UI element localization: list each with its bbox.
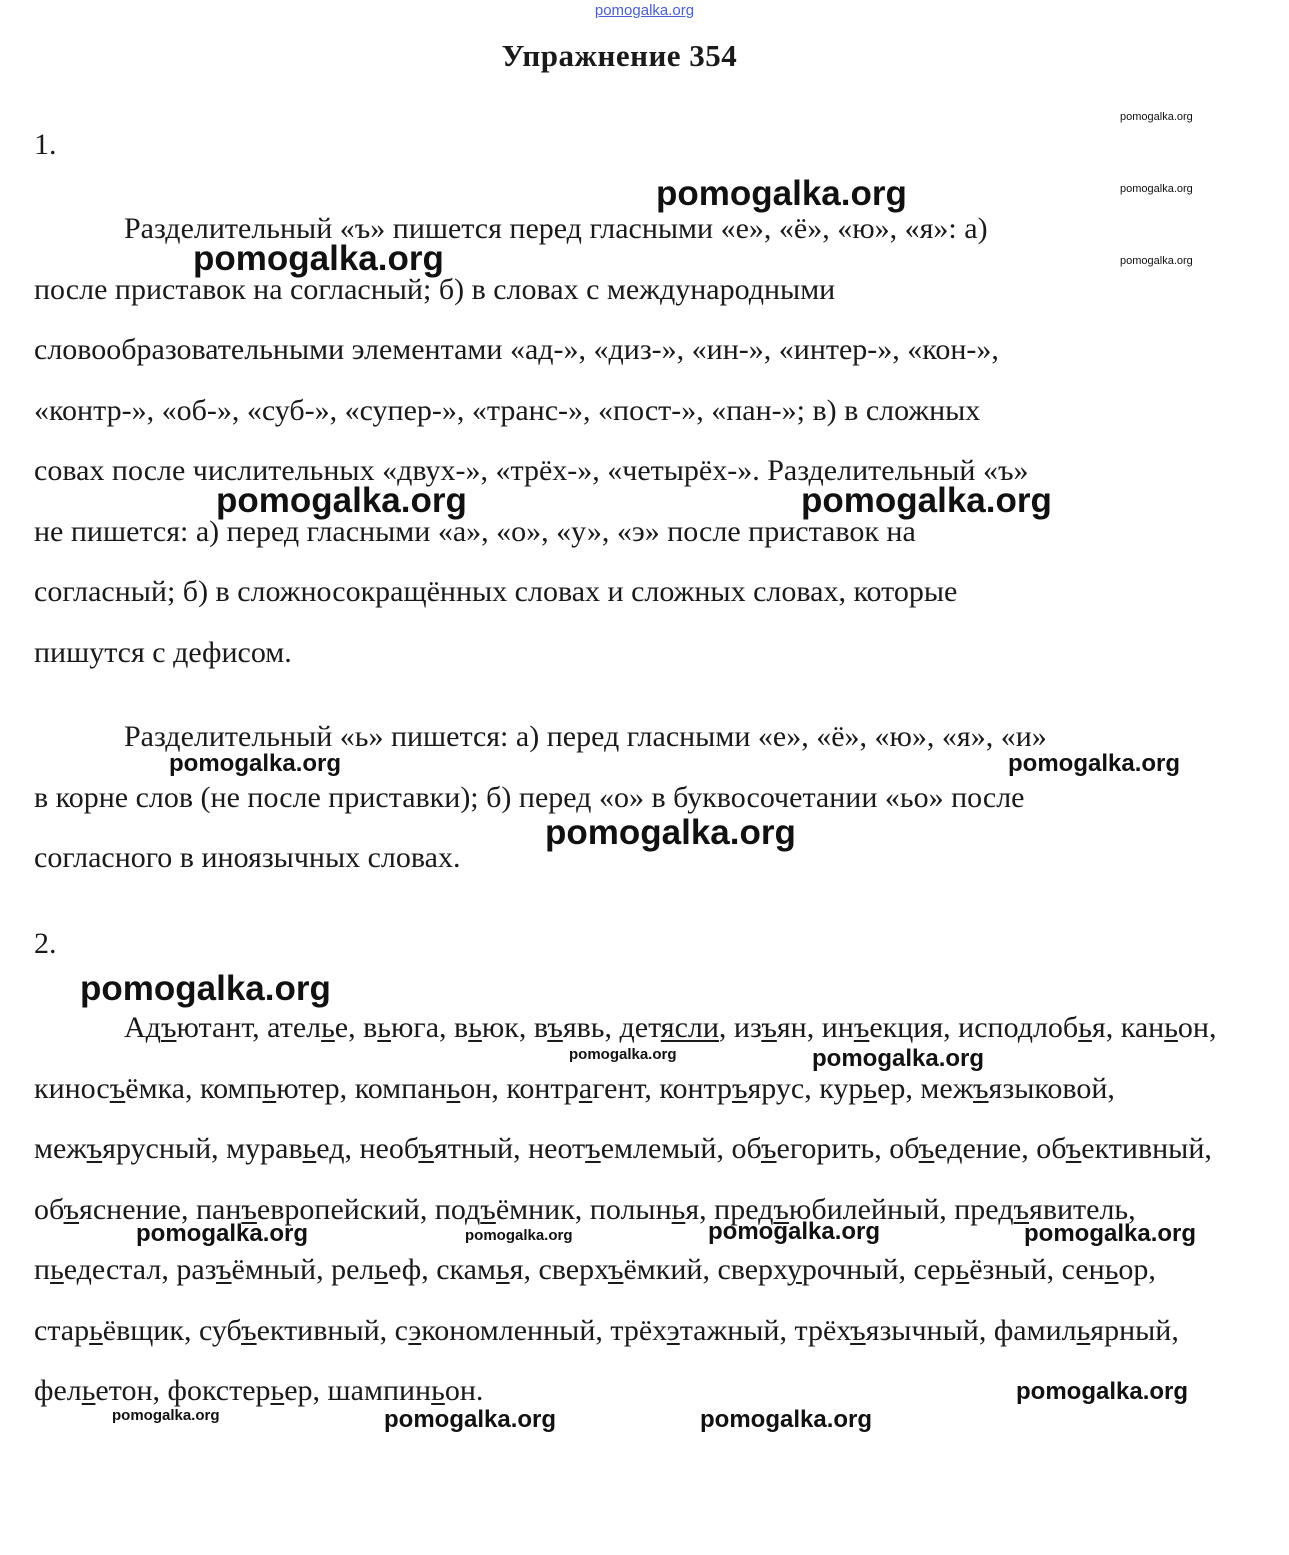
watermark: pomogalka.org: [136, 1220, 309, 1247]
underlined-orthogram: ь: [374, 1253, 389, 1286]
underlined-orthogram: ь: [1104, 1253, 1119, 1286]
word-item: контръярус,: [659, 1071, 820, 1105]
underlined-orthogram: ь: [495, 1253, 510, 1286]
word-item: объективный,: [1036, 1132, 1212, 1165]
word-item: сэкономленный,: [394, 1313, 611, 1347]
word-item: сеньор,: [1061, 1253, 1156, 1286]
underlined-orthogram: ъ: [1013, 1192, 1030, 1226]
word-item: сверхурочный,: [717, 1253, 914, 1286]
underlined-orthogram: ь: [262, 1071, 277, 1105]
word-item: вьюга,: [363, 1011, 455, 1044]
underlined-orthogram: ь: [50, 1253, 64, 1286]
word-item: контрагент,: [506, 1071, 660, 1105]
word-item: серьёзный,: [913, 1253, 1062, 1286]
underlined-orthogram: ь: [863, 1071, 878, 1105]
top-site-link[interactable]: pomogalka.org: [594, 2, 695, 19]
underlined-orthogram: ъ: [241, 1313, 257, 1347]
word-item: каньон,: [1120, 1011, 1217, 1044]
section-1-paragraph-2: [34, 707, 1214, 889]
text-line: после приставок на согласный; б) в словах с международными: [34, 272, 836, 306]
underlined-orthogram: ъ: [86, 1132, 103, 1165]
word-item: субъективный,: [199, 1313, 395, 1347]
watermark: pomogalka.org: [80, 969, 331, 1008]
word-item: компьютер,: [200, 1071, 355, 1105]
underlined-orthogram: ъ: [160, 1011, 177, 1044]
underlined-orthogram: ъ: [241, 1192, 257, 1226]
text-line: согласный; б) в сложносокращённых словах и сложных словах, которые: [34, 575, 958, 608]
text-line: совах после числительных «двух-», «трёх-», «четырёх-». Разделительный «ъ»: [34, 454, 1029, 487]
word-item: киносъёмка,: [34, 1071, 201, 1105]
word-item: объяснение,: [34, 1192, 196, 1226]
text-line: не пишется: а) перед гласными «а», «о», «у», «э» после приставок на: [34, 514, 916, 548]
word-item: полынья,: [589, 1192, 715, 1226]
underlined-orthogram: ь: [302, 1132, 317, 1165]
underlined-orthogram: ъ: [731, 1071, 748, 1105]
word-item: предъявитель,: [954, 1192, 1136, 1226]
watermark: pomogalka.org: [1008, 750, 1181, 777]
underlined-orthogram: ъ: [216, 1253, 232, 1286]
word-item: фамильярный,: [993, 1313, 1179, 1347]
word-item: ателье,: [267, 1011, 364, 1044]
watermark: pomogalka.org: [112, 1407, 220, 1424]
word-item: скамья,: [436, 1253, 539, 1286]
watermark: pomogalka.org: [169, 750, 342, 777]
text-line: согласного в иноязычных словах.: [34, 841, 461, 874]
word-item: необъятный,: [359, 1132, 529, 1165]
underlined-orthogram: ъ: [1065, 1132, 1082, 1165]
word-item: предъюбилейный,: [714, 1192, 955, 1226]
word-item: Адъютант,: [124, 1011, 268, 1044]
word-item: шампиньон.: [327, 1374, 484, 1407]
underlined-orthogram: ъ: [773, 1192, 789, 1226]
word-item: изъян,: [733, 1011, 822, 1044]
underlined-orthogram: ъ: [853, 1011, 870, 1044]
watermark: pomogalka.org: [465, 1227, 573, 1244]
underlined-orthogram: ъ: [109, 1071, 126, 1105]
underlined-orthogram: ясли: [660, 1011, 719, 1044]
word-item: объегорить,: [731, 1132, 890, 1165]
word-item: въявь,: [533, 1011, 620, 1044]
underlined-orthogram: ь: [81, 1374, 96, 1407]
underlined-orthogram: ь: [446, 1071, 461, 1105]
watermark: pomogalka.org: [708, 1218, 881, 1245]
watermark: pomogalka.org: [216, 481, 467, 520]
underlined-orthogram: ь: [431, 1374, 445, 1407]
underlined-orthogram: у: [786, 1253, 802, 1286]
word-item: межъязыковой,: [920, 1071, 1115, 1105]
underlined-orthogram: ь: [1164, 1011, 1178, 1044]
word-item: компаньон,: [354, 1071, 507, 1105]
watermark: pomogalka.org: [700, 1406, 873, 1433]
underlined-orthogram: ь: [321, 1011, 335, 1044]
word-item: фокстерьер,: [167, 1374, 328, 1407]
watermark: pomogalka.org: [1024, 1220, 1197, 1247]
underlined-orthogram: ь: [377, 1011, 391, 1044]
underlined-orthogram: ь: [671, 1192, 686, 1226]
underlined-orthogram: ъ: [850, 1313, 866, 1347]
underlined-orthogram: ъ: [918, 1132, 935, 1165]
word-item: трёхъязычный,: [794, 1313, 994, 1347]
text-line: пишутся с дефисом.: [34, 635, 292, 669]
word-item: разъёмный,: [176, 1253, 332, 1286]
underlined-orthogram: ъ: [418, 1132, 434, 1165]
underlined-orthogram: ъ: [480, 1192, 496, 1226]
underlined-orthogram: ь: [955, 1253, 970, 1286]
underlined-orthogram: а: [578, 1071, 593, 1105]
word-item: старьёвщик,: [34, 1313, 200, 1347]
underlined-orthogram: ъ: [63, 1192, 80, 1226]
underlined-orthogram: ъ: [547, 1011, 563, 1044]
watermark: pomogalka.org: [545, 813, 796, 852]
underlined-orthogram: ь: [1076, 1313, 1091, 1347]
text-line: Разделительный «ь» пишется: а) перед гласными «е», «ё», «ю», «я», «и»: [124, 720, 1047, 753]
watermark: pomogalka.org: [812, 1045, 985, 1072]
word-item: пьедестал,: [34, 1253, 177, 1286]
watermark: pomogalka.org: [384, 1406, 557, 1433]
watermark: pomogalka.org: [656, 174, 907, 213]
word-item: неотъемлемый,: [528, 1132, 732, 1165]
word-item: панъевропейский,: [195, 1192, 435, 1226]
watermark: pomogalka.org: [1120, 111, 1193, 123]
underlined-orthogram: ъ: [607, 1253, 624, 1286]
text-line: Разделительный «ъ» пишется перед гласными «е», «ё», «ю», «я»: а): [124, 212, 988, 245]
underlined-orthogram: ъ: [973, 1071, 989, 1105]
underlined-orthogram: ь: [270, 1374, 285, 1407]
word-item: сверхъёмкий,: [538, 1253, 718, 1286]
word-item: трёхэтажный,: [610, 1313, 795, 1347]
section-1-number: 1.: [34, 128, 57, 161]
underlined-orthogram: ь: [1078, 1011, 1092, 1044]
word-item: вьюк,: [454, 1011, 534, 1044]
text-line: в корне слов (не после приставки); б) перед «о» в буквосочетании «ьо» после: [34, 780, 1025, 814]
word-item: курьер,: [819, 1071, 921, 1105]
underlined-orthogram: ь: [89, 1313, 103, 1347]
word-item: фельетон,: [34, 1374, 168, 1407]
underlined-orthogram: ъ: [761, 1011, 777, 1044]
word-item: рельеф,: [331, 1253, 437, 1286]
word-item: исподлобья,: [958, 1011, 1121, 1044]
watermark: pomogalka.org: [193, 239, 444, 278]
page-title: Упражнение 354: [501, 38, 738, 73]
watermark: pomogalka.org: [569, 1046, 677, 1063]
word-item: муравьед,: [226, 1132, 360, 1165]
watermark: pomogalka.org: [1120, 183, 1193, 195]
section-2-number: 2.: [34, 927, 57, 960]
watermark: pomogalka.org: [1016, 1378, 1189, 1405]
watermark: pomogalka.org: [1120, 255, 1193, 267]
word-item: межъярусный,: [34, 1132, 227, 1165]
word-item: объедение,: [889, 1132, 1037, 1165]
underlined-orthogram: э: [666, 1313, 680, 1347]
word-item: детясли,: [619, 1011, 734, 1044]
underlined-orthogram: ь: [468, 1011, 482, 1044]
watermark: pomogalka.org: [801, 481, 1052, 520]
underlined-orthogram: э: [408, 1313, 422, 1347]
word-item: инъекция,: [821, 1011, 959, 1044]
text-line: словообразовательными элементами «ад-», «диз-», «ин-», «интер-», «кон-»,: [34, 333, 999, 366]
underlined-orthogram: ъ: [761, 1132, 777, 1165]
underlined-orthogram: ъ: [585, 1132, 601, 1165]
word-item: подъёмник,: [434, 1192, 590, 1226]
text-line: «контр-», «об-», «суб-», «супер-», «транс-», «пост-», «пан-»; в) в сложных: [34, 393, 981, 427]
